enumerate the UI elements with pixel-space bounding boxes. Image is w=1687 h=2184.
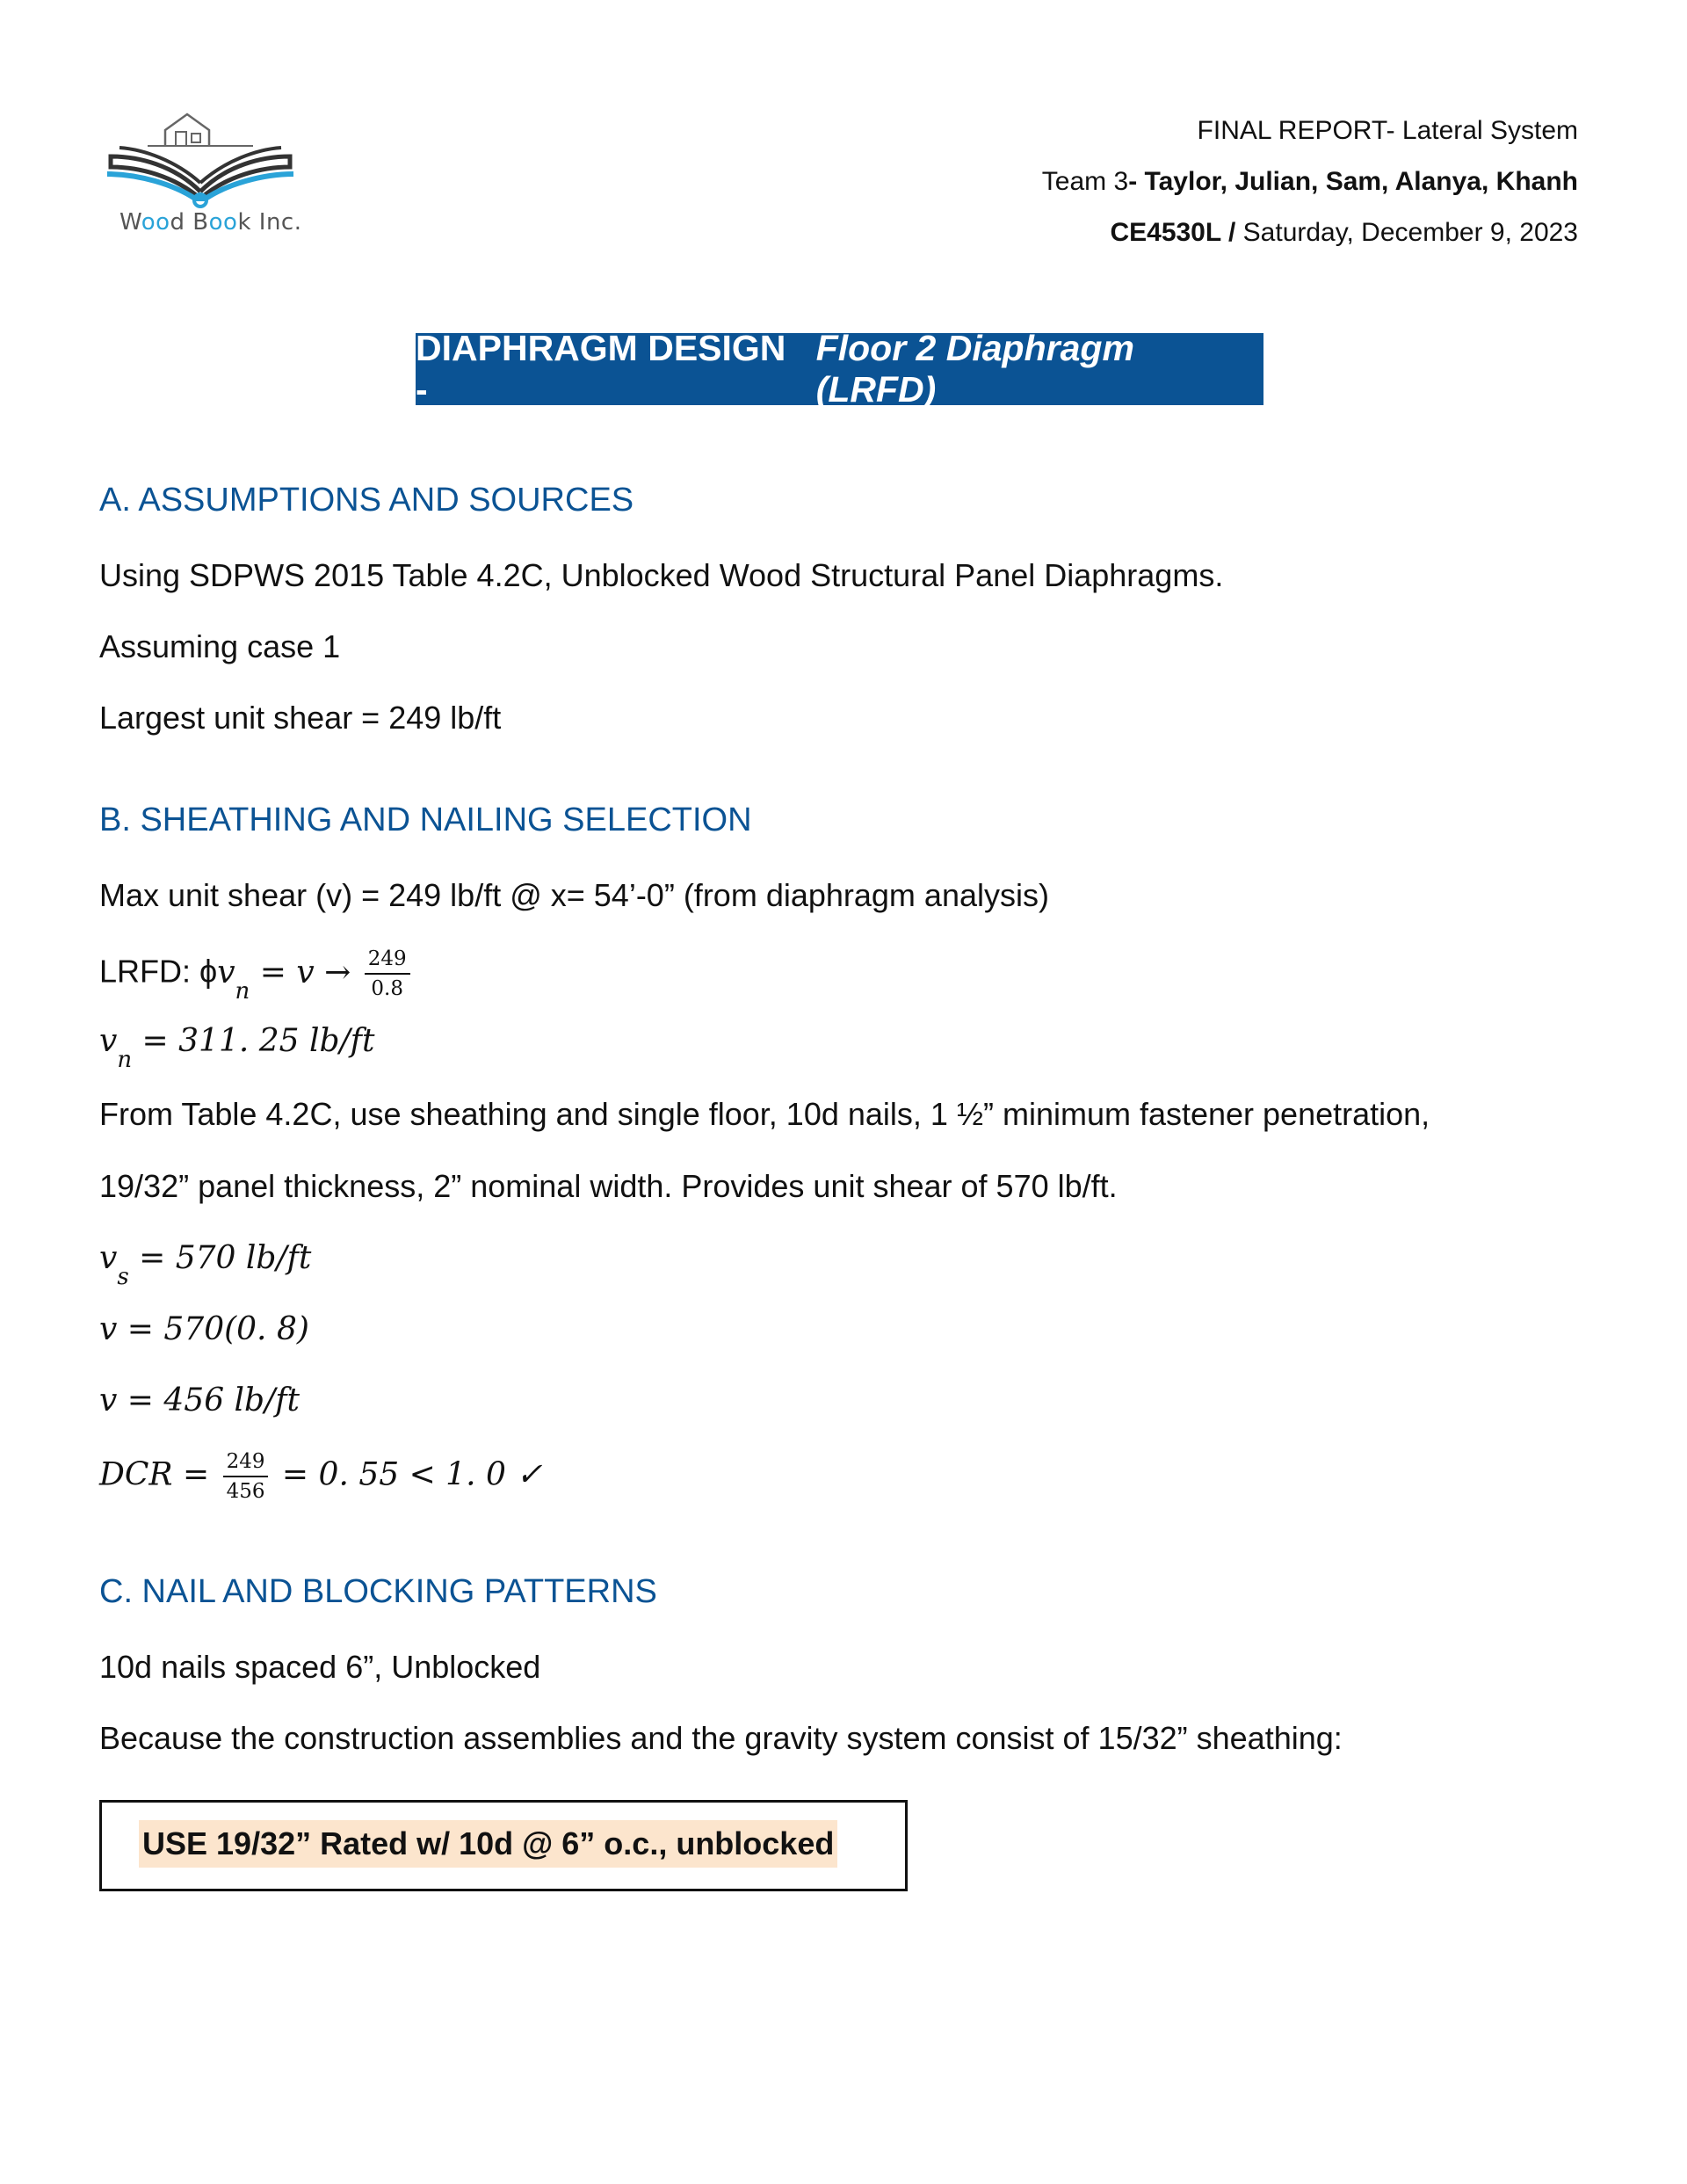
assumption-line-2: Assuming case 1 <box>99 628 341 664</box>
design-result-box <box>99 1800 908 1891</box>
course-date-line: CE4530L / Saturday, December 9, 2023 <box>1110 218 1578 247</box>
report-title: FINAL REPORT- Lateral System <box>1197 116 1578 145</box>
heading-assumptions: A. ASSUMPTIONS AND SOURCES <box>99 482 634 519</box>
heading-sheathing: B. SHEATHING AND NAILING SELECTION <box>99 802 752 838</box>
title-main: DIAPHRAGM DESIGN - <box>416 328 786 410</box>
report-header <box>1042 105 1578 258</box>
max-unit-shear-line: Max unit shear (v) = 249 lb/ft @ x= 54’-0” (from diaphragm analysis) <box>99 877 1049 913</box>
title-sub: Floor 2 Diaphragm (LRFD) <box>815 328 1134 410</box>
heading-nail-blocking: C. NAIL AND BLOCKING PATTERNS <box>99 1573 657 1610</box>
dcr-fraction: $\frac{249}{456}$ <box>223 1448 269 1506</box>
construction-note-line: Because the construction assemblies and the gravity system consist of 15/32” sheathing: <box>99 1720 1343 1756</box>
table-reference-line-2: 19/32” panel thickness, 2” nominal width. Provides unit shear of 570 lb/ft. <box>99 1168 1118 1204</box>
book-house-icon <box>104 104 297 209</box>
vs-equation: $v_s = 570$ lb/ft <box>99 1240 312 1290</box>
team-line: Team 3- Taylor, Julian, Sam, Alanya, Khanh <box>1041 167 1578 196</box>
nail-spacing-line: 10d nails spaced 6”, Unblocked <box>99 1649 541 1685</box>
table-reference-line-1: From Table 4.2C, use sheathing and single floor, 10d nails, 1 ½” minimum fastener penetration, <box>99 1096 1430 1132</box>
section-title-bar <box>416 328 1263 410</box>
v-equation-1: v = 570(0. 8) <box>99 1311 309 1347</box>
company-logo <box>104 104 302 244</box>
v-equation-2: v = 456 lb/ft <box>99 1382 300 1419</box>
lrfd-fraction: $\frac{249}{0.8}$ <box>365 945 410 1003</box>
design-result-text: USE 19/32” Rated w/ 10d @ 6” o.c., unblocked <box>139 1820 837 1868</box>
assumption-line-1: Using SDPWS 2015 Table 4.2C, Unblocked Wood Structural Panel Diaphragms. <box>99 557 1224 593</box>
company-name: Wood Book Inc. <box>119 209 302 236</box>
assumption-line-3: Largest unit shear = 249 lb/ft <box>99 700 502 736</box>
lrfd-equation: LRFD: $\phi v_n = v$ → $\frac{249}{0.8}$ <box>99 945 414 1003</box>
dcr-equation: DCR = $\frac{249}{456}$ = 0. 55 < 1. 0 ✓ <box>99 1448 543 1506</box>
vn-equation: $v_n = 311$. 25 lb/ft <box>99 1023 375 1073</box>
